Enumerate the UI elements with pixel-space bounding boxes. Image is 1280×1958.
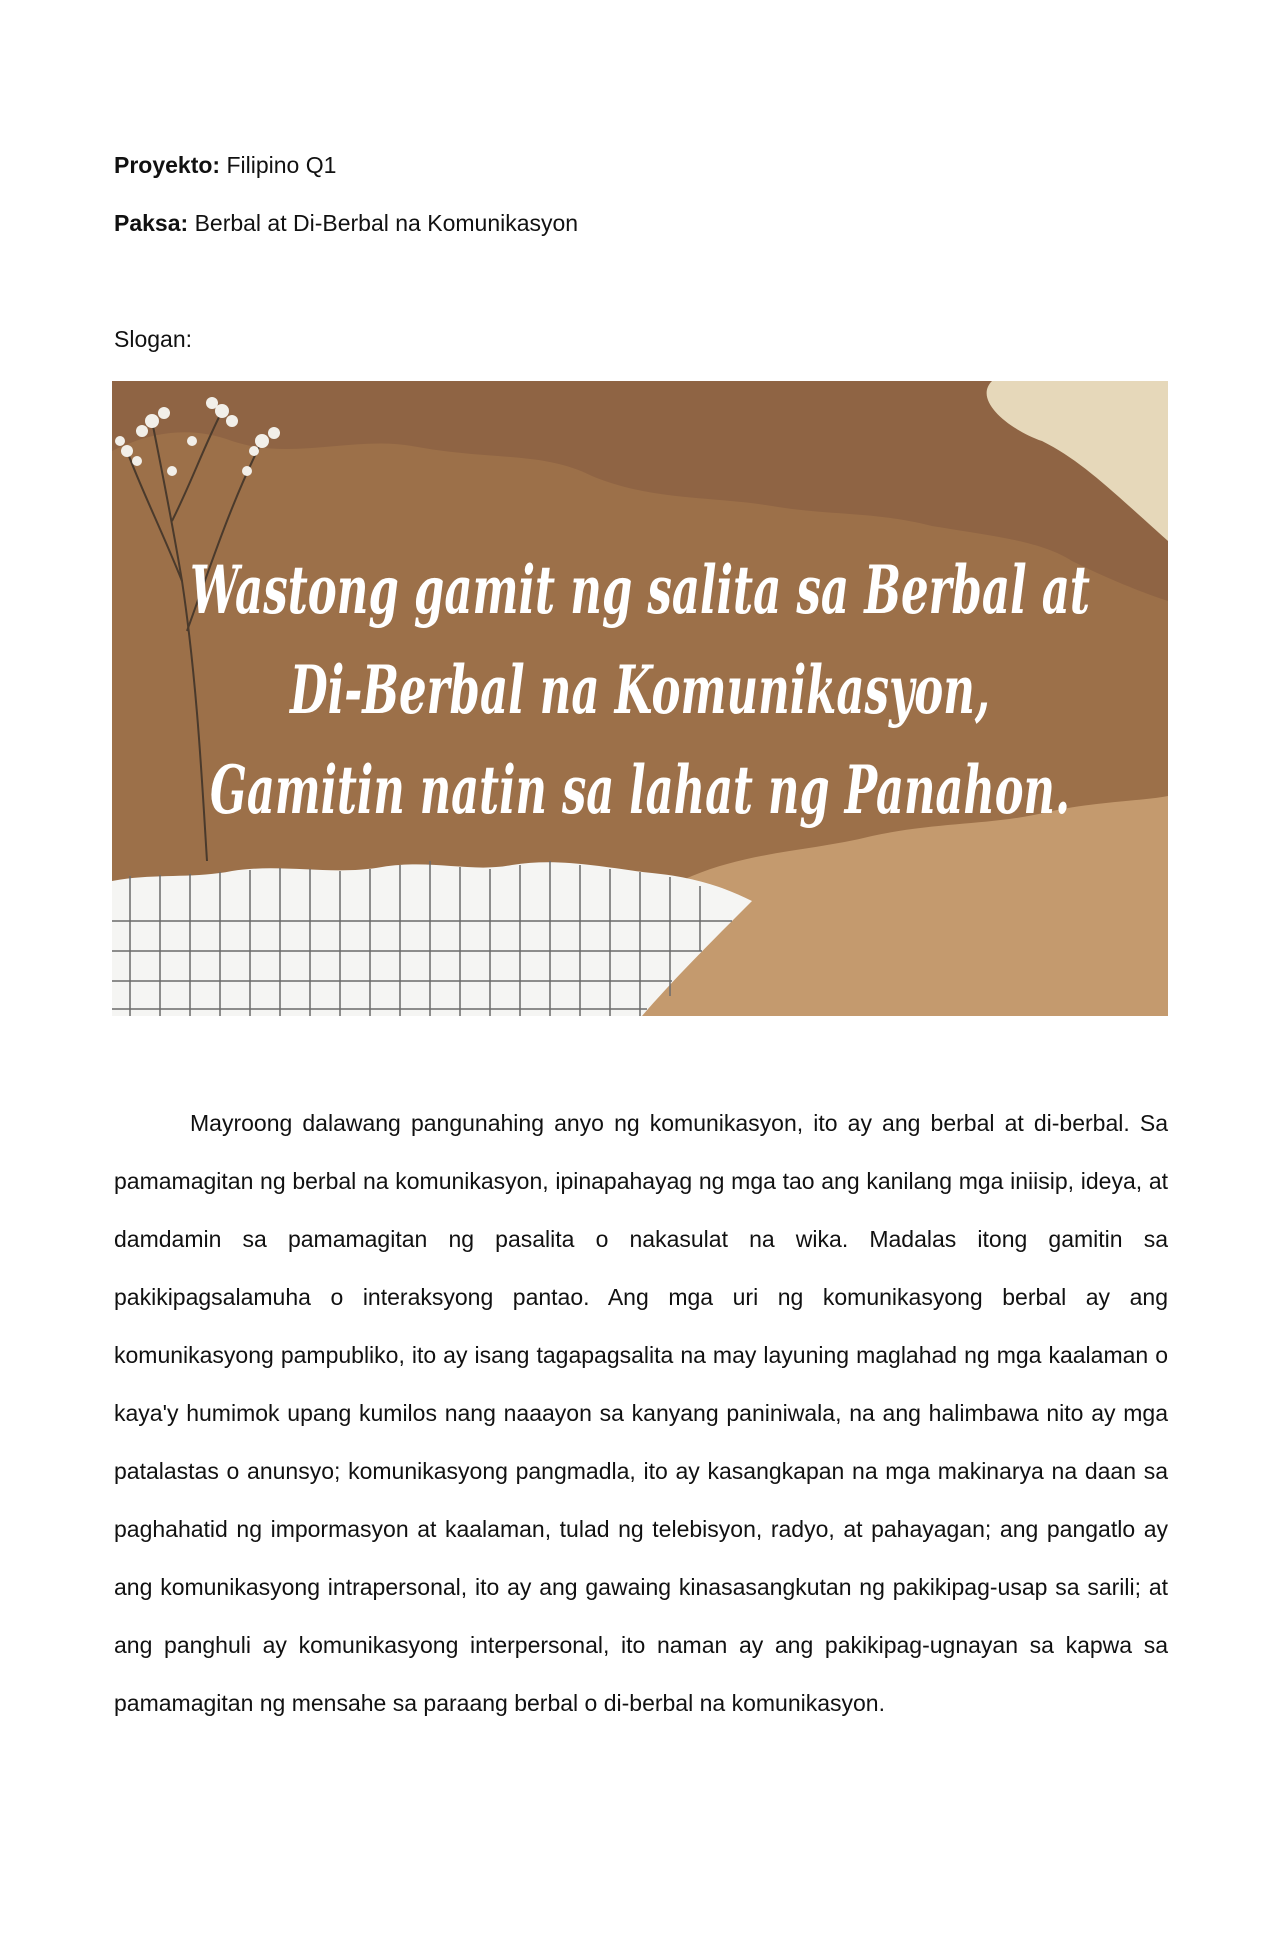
- topic-label: Paksa:: [114, 210, 189, 236]
- slogan-line-2: Di-Berbal na Komunikasyon,: [288, 651, 991, 729]
- project-line: [114, 150, 336, 180]
- slogan-line-3: Gamitin natin sa lahat ng Panahon.: [210, 751, 1070, 829]
- body-paragraph: Mayroong dalawang pangunahing anyo ng komunikasyon, ito ay ang berbal at di-berbal. Sa pamamagitan ng berbal na komunikasyon, ipinapahayag ng mga tao ang kanilang mga iniisip, ideya, at damdamin sa pamamagitan ng pasalita o nakasulat na wika. Madalas itong gamitin sa pakikipagsalamuha o interaksyong pantao. Ang mga uri ng komunikasyong berbal ay ang komunikasyong pampubliko, ito ay isang tagapagsalita na may layuning maglahad ng mga kaalaman o kaya'y humimok upang kumilos nang naaayon sa kanyang paniniwala, na ang halimbawa nito ay mga patalastas o anunsyo; komunikasyong pangmadla, ito ay kasangkapan na mga makinarya na daan sa paghahatid ng impormasyon at kaalaman, tulad ng telebisyon, radyo, at pahayagan; ang pangatlo ay ang komunikasyong intrapersonal, ito ay ang gawaing kinasasangkutan ng pakikipag-usap sa sarili; at ang panghuli ay komunikasyong interpersonal, ito naman ay ang pakikipag-ugnayan sa kapwa sa pamamagitan ng mensahe sa paraang berbal o di-berbal na komunikasyon.: [114, 1110, 1168, 1716]
- slogan-label: Slogan:: [114, 326, 193, 352]
- slogan-line-1: Wastong gamit ng salita sa Berbal at: [190, 551, 1090, 629]
- slogan-image: [112, 381, 1168, 1016]
- topic-value: Berbal at Di-Berbal na Komunikasyon: [194, 210, 579, 236]
- project-label: Proyekto:: [114, 152, 221, 178]
- topic-line: [114, 208, 578, 238]
- grid-paper: [112, 861, 752, 1016]
- project-value: Filipino Q1: [226, 152, 337, 178]
